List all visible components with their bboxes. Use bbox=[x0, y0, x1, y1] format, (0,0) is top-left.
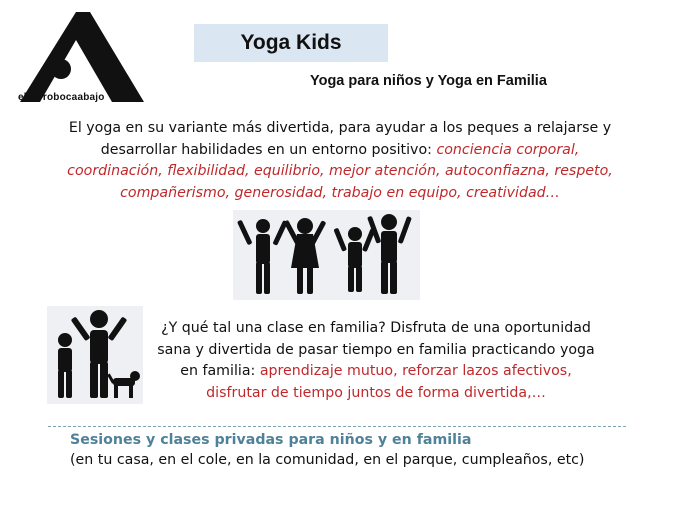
page-title: Yoga Kids bbox=[194, 24, 388, 62]
family-text: ¿Y qué tal una clase en familia? Disfruta de una oportunidad sana y divertida de pasar tiempo en familia practicando yoga en familia: bbox=[157, 320, 595, 379]
sessions-subtitle: (en tu casa, en el cole, en la comunidad, en el parque, cumpleaños, etc) bbox=[70, 452, 585, 468]
page-subtitle: Yoga para niños y Yoga en Familia bbox=[310, 73, 547, 89]
intro-highlight: conciencia corporal, coordinación, flexibilidad, equilibrio, mejor atención, autoconfiazna, respeto, compañerismo, generosidad, trabajo en equipo, creatividad… bbox=[67, 141, 613, 201]
sessions-title: Sesiones y clases privadas para niños y en familia bbox=[70, 432, 472, 448]
family-image bbox=[47, 306, 143, 404]
family-with-dog-icon bbox=[47, 306, 143, 404]
kids-image bbox=[233, 210, 420, 300]
divider bbox=[48, 426, 626, 427]
family-highlight: aprendizaje mutuo, reforzar lazos afectivos, disfrutar de tiempo juntos de forma divertida,… bbox=[206, 363, 572, 401]
children-group-icon bbox=[233, 210, 420, 300]
intro-text: El yoga en su variante más divertida, para ayudar a los peques a relajarse y desarrollar habilidades en un entorno positivo: bbox=[68, 120, 612, 158]
intro-paragraph bbox=[60, 118, 620, 204]
family-paragraph bbox=[148, 318, 604, 404]
logo-text: elperrobocaabajo bbox=[18, 92, 105, 103]
